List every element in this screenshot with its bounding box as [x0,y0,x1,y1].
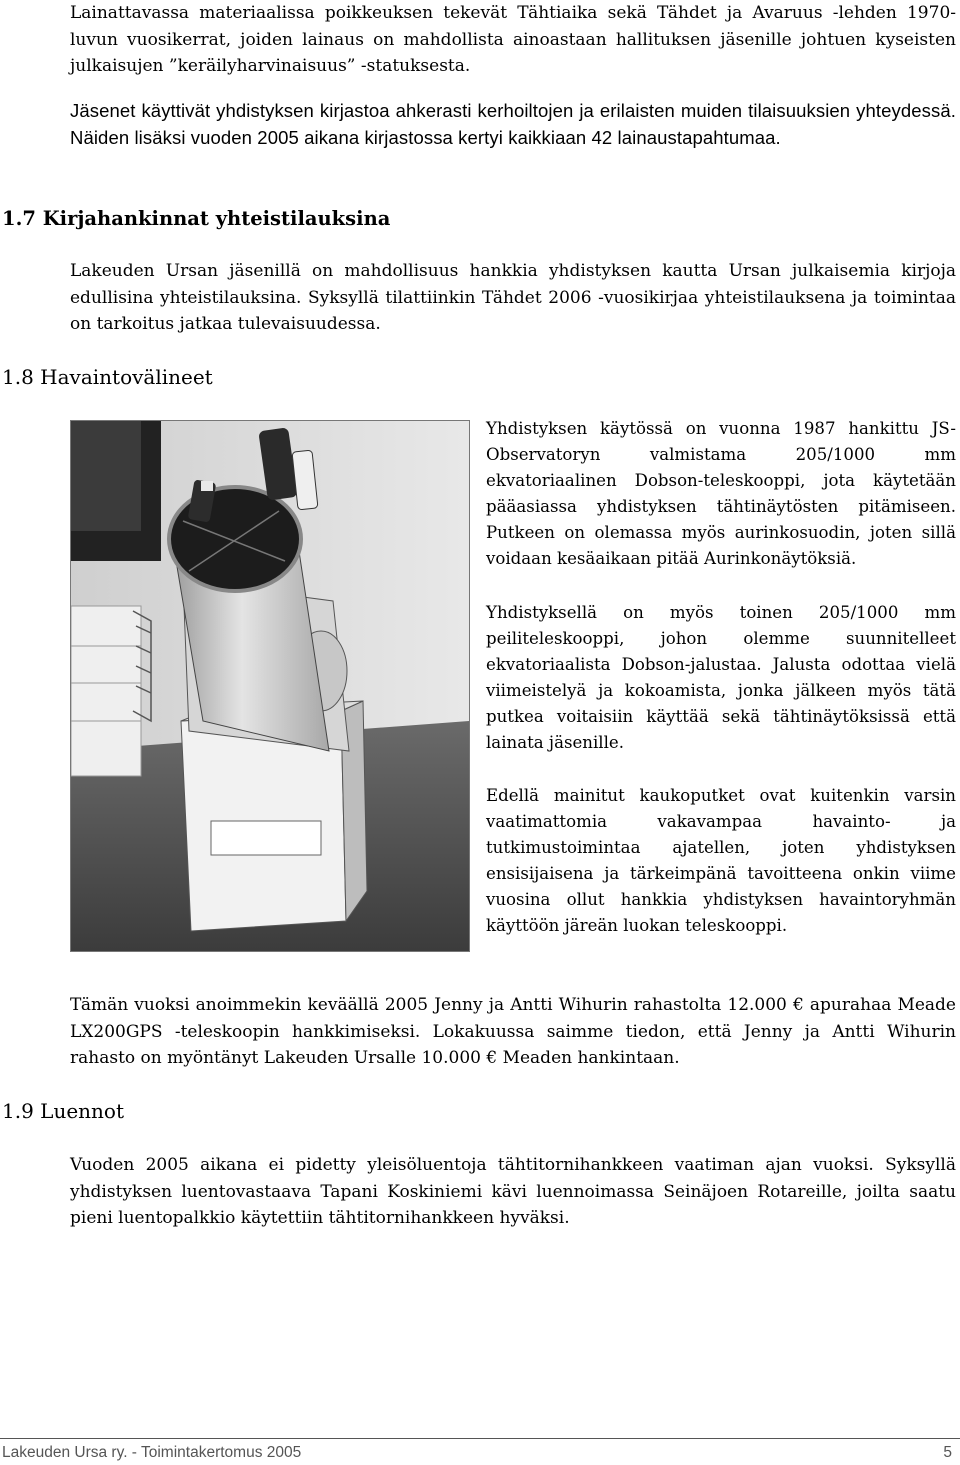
lectures-paragraph: Vuoden 2005 aikana ei pidetty yleisöluentoja tähtitornihankkeen vaatiman ajan vuoksi. Syksyllä yhdistyksen luentovastaava Tapani Koskiniemi kävi luennoimassa Seinäjoen Rotareille, joilta saatu pieni luentopalkkio käytettiin tähtitornihankkeen hyväksi. [70,1155,956,1228]
section-1-7-paragraph [70,258,956,338]
section-1-7-heading: 1.7 Kirjahankinnat yhteistilauksina [2,207,391,230]
telescope-photo [70,420,470,952]
top-paragraph: Lainattavassa materiaalissa poikkeuksen tekevät Tähtiaika sekä Tähdet ja Avaruus -lehden 1970-luvun vuosikerrat, joiden lainaus on mahdollista ainoastaan hallituksen jäsenille johtuen kyseisten julkaisujen ”keräilyharvinaisuus” -statuksesta. [70,3,956,76]
telescope-paragraph-3: Edellä mainitut kaukoputket ovat kuitenkin varsin vaatimattomia vakavampaa havainto- ja tutkimustoimintaa ajatellen, joten yhdistyksen ensisijaisena ja tärkeimpänä tavoitteena onkin viime vuosina ollut hankkia yhdistyksen havaintoryhmän käyttöön järeän luokan teleskooppi. [486,786,956,935]
page-number: 5 [943,1444,952,1461]
telescope-paragraph-1: Yhdistyksen käytössä on vuonna 1987 hankittu JS-Observatoryn valmistama 205/1000 mm ekvatoriaalinen Dobson-teleskooppi, jota käytetään pääasiassa yhdistyksen tähtinäytösten pitämiseen. Putkeen on olemassa myös aurinkosuodin, joten sillä voidaan kesäaikaan pitää Aurinkonäytöksiä. [486,419,956,568]
section-1-7-text-b: Syksyllä tilattiinkin Tähdet 2006 -vuosikirjaa yhteistilauksena ja toimintaa on tarkoitus jatkaa tulevaisuudessa. [70,287,957,334]
library-usage-paragraph: Jäsenet käyttivät yhdistyksen kirjastoa ahkerasti kerhoiltojen ja erilaisten muiden tilaisuuksien yhteydessä. Näiden lisäksi vuoden 2005 aikana kirjastossa kertyi kaikkiaan 42 lainaustapahtumaa. [70,100,956,148]
grant-paragraph: Tämän vuoksi anoimmekin keväällä 2005 Jenny ja Antti Wihurin rahastolta 12.000 € apurahaa Meade LX200GPS -teleskoopin hankkimiseksi. Lokakuussa saimme tiedon, että Jenny ja Antti Wihurin rahasto on myöntänyt Lakeuden Ursalle 10.000 € Meaden hankintaan. [70,995,956,1068]
dobson-telescope-illustration [71,421,469,951]
section-1-9-heading: 1.9 Luennot [2,1099,125,1123]
page-footer [0,1438,960,1465]
section-1-7-text-a: Lakeuden Ursan jäsenillä on mahdollisuus hankkia yhdistyksen kautta Ursan julkaisemia kirjoja edullisina yhteistilauksina. [70,261,956,308]
footer-title: Lakeuden Ursa ry. - Toimintakertomus 2005 [2,1444,302,1461]
telescope-paragraph-2: Yhdistyksellä on myös toinen 205/1000 mm peiliteleskooppi, johon olemme suunnitelleet ekvatoriaalista Dobson-jalustaa. Jalusta odottaa vielä viimeistelyä ja kokoamista, jonka jälkeen myös tätä putkea voitaisiin käyttää sekä tähtinäytöksissä että lainata jäsenille. [486,603,956,752]
section-1-8-heading: 1.8 Havaintovälineet [2,365,213,389]
